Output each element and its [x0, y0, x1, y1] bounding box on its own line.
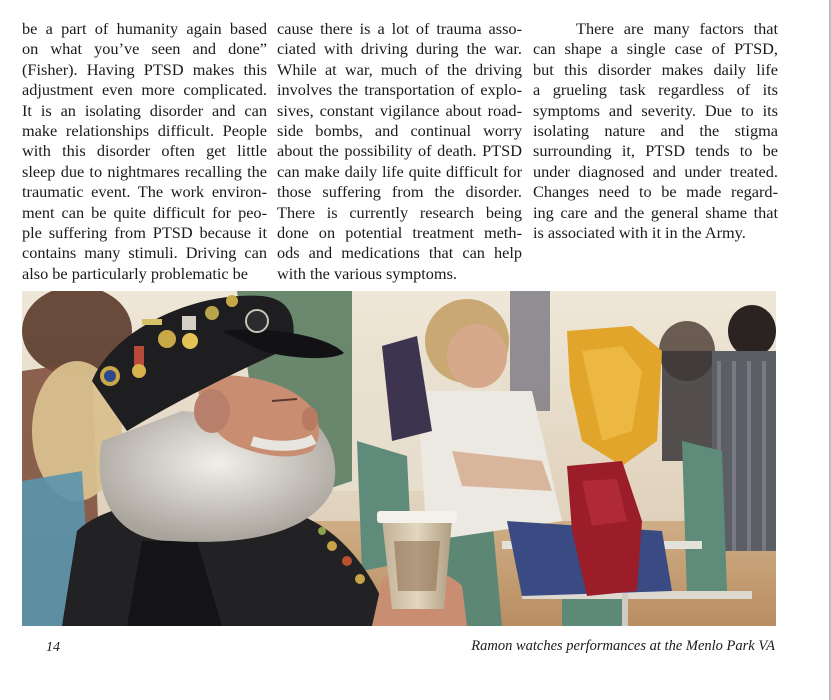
text-line: ciated with driving during the war. — [277, 39, 522, 59]
text-line: traumatic event. The work environ- — [22, 182, 267, 202]
text-line: a grueling task regardless of its — [533, 80, 778, 100]
text-line: ing care and the general shame that — [533, 202, 778, 222]
text-line: It is an isolating disorder and can — [22, 100, 267, 120]
text-line: adjustment even more complicated. — [22, 80, 267, 100]
text-line: symptoms and severity. Due to its — [533, 100, 778, 120]
text-line: While at war, much of the driving — [277, 59, 522, 79]
cup-lid — [377, 511, 457, 523]
article-photo — [22, 291, 776, 626]
text-line: under diagnosed and under treated. — [533, 161, 778, 181]
article-column-2 — [277, 19, 522, 284]
text-line: There is currently research being — [277, 202, 522, 222]
text-line: sleep due to nightmares recalling the — [22, 161, 267, 181]
text-line: ple suffering from PTSD because it — [22, 222, 267, 242]
text-line: on what you’ve seen and done” — [22, 39, 267, 59]
text-line: about the possibility of death. PTSD — [277, 141, 522, 161]
photo-caption: Ramon watches performances at the Menlo Park VA — [471, 638, 775, 654]
text-line: side bombs, and continual worry — [277, 120, 522, 140]
text-line: is associated with it in the Army. — [533, 222, 746, 242]
text-line: sives, constant vigilance about road- — [277, 100, 522, 120]
text-line: done on potential treatment meth- — [277, 222, 522, 242]
text-line: can make daily life quite difficult for — [277, 161, 522, 181]
text-line: ods and medications that can help — [277, 243, 522, 263]
text-line: There are many factors that — [576, 19, 778, 38]
text-line: be a part of humanity again based — [22, 19, 267, 38]
text-line: those suffering from the disorder. — [277, 182, 522, 202]
article-column-3 — [533, 19, 778, 243]
text-line: involves the transportation of explo- — [277, 80, 522, 100]
photo-illustration — [22, 291, 776, 626]
text-line: Changes need to be made regard- — [533, 182, 778, 202]
page-number: 14 — [46, 640, 60, 655]
text-line: with the various symptoms. — [277, 263, 457, 283]
text-line: surrounding it, PTSD tends to be — [533, 141, 778, 161]
text-line: contains many stimuli. Driving can — [22, 243, 267, 263]
text-line: ment can be quite difficult for peo- — [22, 202, 267, 222]
text-line: (Fisher). Having PTSD makes this — [22, 59, 267, 79]
article-column-1 — [22, 19, 267, 284]
text-line: make relationships difficult. People — [22, 120, 267, 140]
text-line: isolating nature and the stigma — [533, 120, 778, 140]
text-line: also be particularly problematic be — [22, 263, 249, 283]
article-body — [22, 19, 778, 287]
text-line: but this disorder makes daily life — [533, 59, 778, 79]
text-line: can shape a single case of PTSD, — [533, 39, 778, 59]
text-line: cause there is a lot of trauma asso- — [277, 19, 522, 38]
text-line: with this disorder often get little — [22, 141, 267, 161]
